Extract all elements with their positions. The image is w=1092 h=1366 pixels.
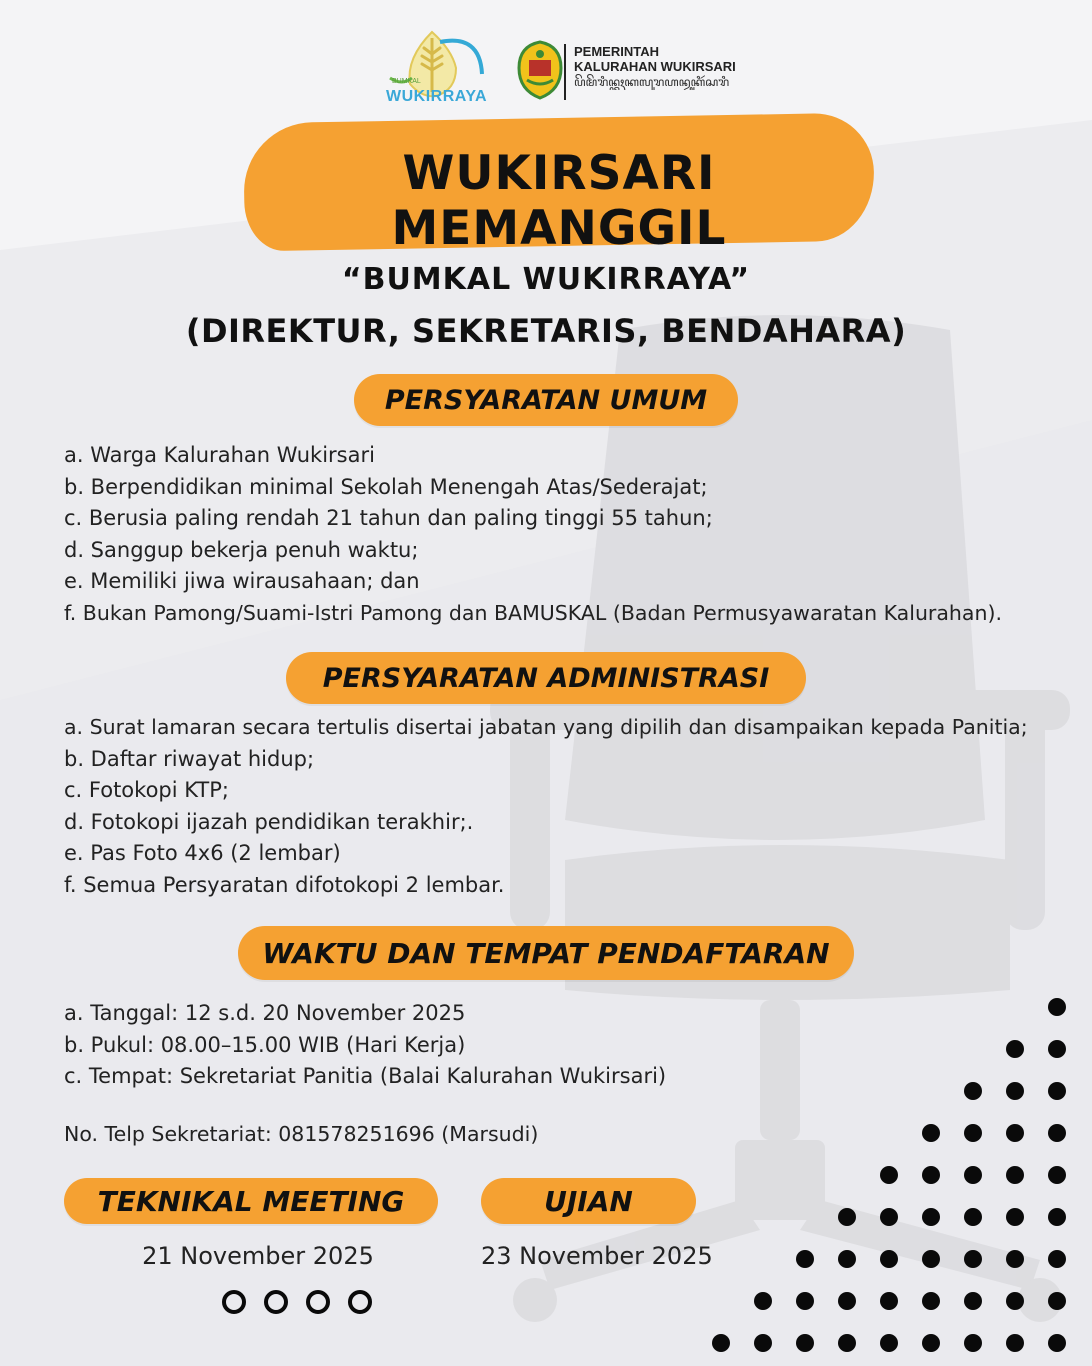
decorative-dot <box>754 1334 772 1352</box>
list-waktu-tempat <box>64 998 666 1093</box>
decorative-dot <box>1048 1208 1066 1226</box>
phone-contact: No. Telp Sekretariat: 081578251696 (Marsudi) <box>64 1122 539 1146</box>
decorative-dot <box>964 1334 982 1352</box>
list-item: d. Sanggup bekerja penuh waktu; <box>64 537 419 562</box>
decorative-dot <box>880 1208 898 1226</box>
list-item: f. Bukan Pamong/Suami-Istri Pamong dan BAMUSKAL (Badan Permusyawaratan Kalurahan). <box>64 600 1002 625</box>
subtitle-positions: (DIREKTUR, SEKRETARIS, BENDAHARA) <box>185 312 907 350</box>
list-item: c. Berusia paling rendah 21 tahun dan paling tinggi 55 tahun; <box>64 506 713 530</box>
list-item: a. Surat lamaran secara tertulis disertai jabatan yang dipilih dan disampaikan kepada Panitia; <box>64 715 1028 739</box>
decorative-dot <box>922 1250 940 1268</box>
logo-small-text: BUMKAL <box>392 78 421 85</box>
list-item: b. Pukul: 08.00–15.00 WIB (Hari Kerja) <box>64 1032 466 1057</box>
ujian-date: 23 November 2025 <box>481 1242 713 1270</box>
decorative-dot <box>922 1208 940 1226</box>
ujian-label: UJIAN <box>481 1178 696 1224</box>
decorative-dot <box>1006 1250 1024 1268</box>
decorative-dot <box>1006 1040 1024 1058</box>
list-item: b. Berpendidikan minimal Sekolah Menengah Atas/Sederajat; <box>64 474 708 499</box>
decorative-dot <box>1006 1334 1024 1352</box>
decorative-dot <box>838 1292 856 1310</box>
list-item: e. Memiliki jiwa wirausahaan; dan <box>64 569 420 593</box>
decorative-dot <box>1006 1208 1024 1226</box>
decorative-dot <box>1006 1082 1024 1100</box>
decorative-dot <box>1006 1124 1024 1142</box>
teknikal-meeting-date: 21 November 2025 <box>142 1242 374 1270</box>
list-persyaratan-umum <box>64 440 1002 629</box>
decorative-dot <box>964 1166 982 1184</box>
decorative-dot <box>922 1124 940 1142</box>
decorative-dot <box>1048 1124 1066 1142</box>
subtitle-organization: “BUMKAL WUKIRRAYA” <box>341 262 751 297</box>
decorative-dot <box>796 1334 814 1352</box>
decorative-dot <box>1006 1166 1024 1184</box>
decorative-dot <box>922 1292 940 1310</box>
list-item: a. Warga Kalurahan Wukirsari <box>64 443 375 467</box>
page-title: WUKIRSARI MEMANGGIL <box>391 146 727 256</box>
heading-persyaratan-umum: PERSYARATAN UMUM <box>354 374 738 426</box>
emblem-icon <box>515 40 565 100</box>
decorative-dot <box>796 1292 814 1310</box>
decorative-dot <box>1048 1250 1066 1268</box>
heading-persyaratan-administrasi: PERSYARATAN ADMINISTRASI <box>286 652 806 704</box>
list-item: f. Semua Persyaratan difotokopi 2 lembar. <box>64 872 505 897</box>
decorative-dot <box>838 1334 856 1352</box>
decorative-dot <box>880 1166 898 1184</box>
decorative-dot <box>1048 998 1066 1016</box>
decorative-dot <box>922 1334 940 1352</box>
decorative-dot <box>964 1124 982 1142</box>
decorative-dot <box>1048 1040 1066 1058</box>
heading-waktu-tempat: WAKTU DAN TEMPAT PENDAFTARAN <box>238 926 854 980</box>
list-item: d. Fotokopi ijazah pendidikan terakhir;. <box>64 809 474 834</box>
decorative-dot <box>1048 1166 1066 1184</box>
decorative-dot <box>838 1250 856 1268</box>
decorative-dot <box>796 1250 814 1268</box>
decorative-dot <box>880 1334 898 1352</box>
decorative-dot <box>712 1334 730 1352</box>
decorative-dot <box>1048 1082 1066 1100</box>
logo-divider <box>564 44 566 100</box>
list-item: a. Tanggal: 12 s.d. 20 November 2025 <box>64 1001 466 1025</box>
decorative-dot <box>880 1250 898 1268</box>
decorative-dot <box>964 1292 982 1310</box>
list-item: b. Daftar riwayat hidup; <box>64 746 315 771</box>
logo-line2: KALURAHAN WUKIRSARI <box>574 59 736 74</box>
decorative-dot <box>964 1082 982 1100</box>
list-item: e. Pas Foto 4x6 (2 lembar) <box>64 841 341 865</box>
teknikal-meeting-label: TEKNIKAL MEETING <box>64 1178 438 1224</box>
decorative-dot <box>880 1292 898 1310</box>
logo-right-text <box>574 44 754 90</box>
decorative-dot <box>1048 1292 1066 1310</box>
decorative-dot <box>922 1166 940 1184</box>
decorative-dot <box>1048 1334 1066 1352</box>
logo-wordmark: WUKIRRAYA <box>386 88 488 105</box>
logo-script-line: ꦥꦼꦩꦼꦫꦶꦤ꧀ꦠꦃꦏꦭꦸꦫꦲꦤ꧀ꦮꦸꦏꦶꦂꦱꦫꦶ <box>574 75 730 89</box>
list-item: c. Fotokopi KTP; <box>64 778 229 802</box>
list-item: c. Tempat: Sekretariat Panitia (Balai Kalurahan Wukirsari) <box>64 1064 667 1088</box>
decorative-dot <box>964 1208 982 1226</box>
decorative-dot <box>838 1208 856 1226</box>
decorative-dot <box>1006 1292 1024 1310</box>
logo-line1: PEMERINTAH <box>574 44 659 59</box>
decorative-dot <box>964 1250 982 1268</box>
kalurahan-emblem <box>515 40 565 100</box>
wukirraya-logo <box>382 28 490 110</box>
decorative-dot <box>754 1292 772 1310</box>
list-persyaratan-administrasi <box>64 712 1028 901</box>
